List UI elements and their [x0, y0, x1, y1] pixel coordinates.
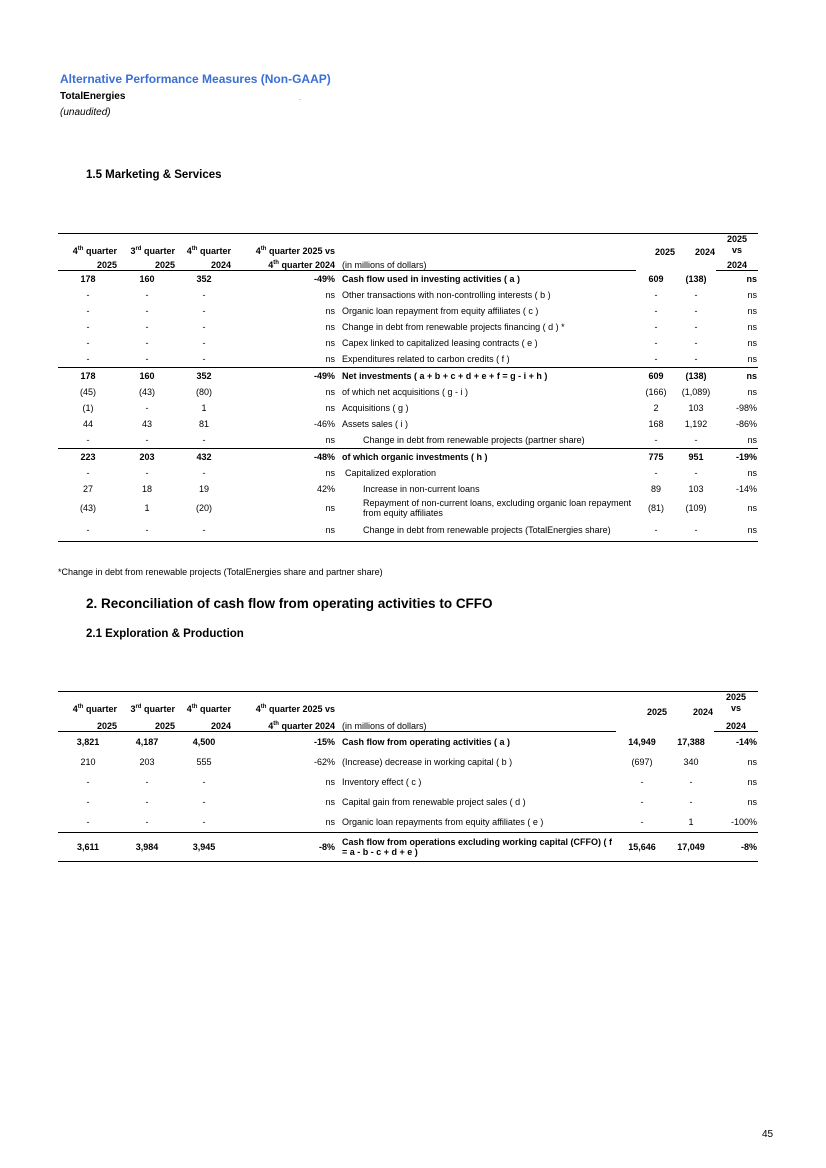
cell-y25: - [616, 812, 668, 833]
cell-chg: ns [325, 306, 335, 316]
cell-chg: ns [325, 338, 335, 348]
cell-q4-24: 81 [198, 419, 209, 429]
row-label: Inventory effect ( c ) [342, 777, 422, 787]
cell-q3-25: 203 [139, 757, 155, 767]
cell-q4-24: (20) [195, 503, 212, 513]
cell-y24: 1 [668, 812, 714, 833]
cell-q4-24: - [176, 812, 232, 833]
row-label: Change in debt from renewable projects (TotalEnergies share) [336, 519, 636, 542]
row-label: (Increase) decrease in working capital ( b ) [342, 757, 513, 767]
row-label: Capitalized exploration [345, 468, 437, 478]
cell-q4-24: 352 [196, 371, 212, 381]
cell-q4-24: - [202, 797, 206, 807]
row-label: of which net acquisitions ( g - i ) [342, 387, 469, 397]
cell-q3-25: - [145, 468, 149, 478]
cell-ychg: -8% [714, 833, 758, 862]
cell-q4-25: - [58, 351, 118, 368]
cell-y24: - [676, 432, 716, 449]
cell-q3-25: 4,187 [135, 737, 159, 747]
cell-q3-25: 203 [139, 452, 155, 462]
cell-y25: - [654, 306, 658, 316]
cell-ychg: ns [747, 777, 757, 787]
cell-y24: (138) [685, 371, 707, 381]
cell-y25: (697) [631, 757, 653, 767]
unaudited-note: (unaudited) [60, 107, 111, 118]
cell-y24: - [694, 468, 698, 478]
table-header-row: 4th quarter 3rd quarter 4th quarter 4th quarter 2025 vs 2025 2024 2025 vs [58, 692, 758, 715]
cell-ychg: ns [746, 371, 757, 381]
cell-y25: - [640, 797, 644, 807]
cell-chg: -15% [313, 737, 335, 747]
cell-q3-25: 18 [141, 484, 152, 494]
cell-q4-25: 27 [82, 484, 93, 494]
cell-q4-25: - [86, 338, 90, 348]
table-row [58, 319, 758, 335]
cell-ychg: ns [747, 338, 757, 348]
table-row [58, 772, 758, 792]
cell-q4-24: - [202, 290, 206, 300]
cell-y25: 609 [648, 371, 664, 381]
cell-q3-25: - [145, 797, 149, 807]
cell-q3-25: - [118, 812, 176, 833]
cell-q4-24: 555 [196, 757, 212, 767]
cell-ychg: ns [747, 387, 757, 397]
cell-q4-25: - [86, 322, 90, 332]
cell-y25: 2 [653, 403, 659, 413]
cell-y24: 17,388 [677, 736, 705, 747]
cell-q4-25: - [86, 777, 90, 787]
cell-y25: (166) [645, 387, 667, 397]
row-label: Repayment of non-current loans, excluding organic loan repayment from equity affiliates [363, 498, 632, 518]
cell-y24: 103 [688, 403, 704, 413]
cell-q4-25: - [58, 812, 118, 833]
cell-y24: 951 [688, 452, 704, 462]
table-row [58, 432, 758, 449]
cell-y25: 609 [648, 273, 664, 284]
row-label: Expenditures related to carbon credits ( f ) [336, 351, 636, 368]
cell-q4-25: - [86, 290, 90, 300]
table-row [58, 351, 758, 368]
cell-q4-24: - [176, 351, 232, 368]
cell-chg: ns [325, 777, 335, 787]
cell-y24: - [694, 306, 698, 316]
cell-q4-24: - [176, 519, 232, 542]
cell-chg: ns [325, 290, 335, 300]
cell-ychg: -100% [714, 812, 758, 833]
cell-y24: - [694, 322, 698, 332]
cell-ychg: ns [716, 432, 758, 449]
cell-ychg: ns [747, 322, 757, 332]
cell-y24: (109) [685, 503, 707, 513]
table-row [58, 465, 758, 481]
table-header-row-2: 2025 2025 2024 4th quarter 2024 (in millions of dollars) 2024 [58, 256, 758, 271]
stray-dot: . [299, 93, 302, 102]
row-label: Increase in non-current loans [363, 484, 480, 494]
cell-q4-24: 432 [196, 452, 212, 462]
table-row [58, 416, 758, 432]
cell-q4-25: - [86, 306, 90, 316]
section-heading-marketing-services: 1.5 Marketing & Services [86, 169, 222, 181]
table-row [58, 271, 758, 288]
table-row [58, 368, 758, 385]
cell-q4-25: - [58, 432, 118, 449]
cell-q4-25: 223 [80, 452, 96, 462]
footnote: *Change in debt from renewable projects (TotalEnergies share and partner share) [58, 567, 383, 577]
table-row [58, 833, 758, 862]
cell-q4-25: - [86, 797, 90, 807]
cell-ychg: ns [716, 351, 758, 368]
cell-q4-25: (43) [79, 503, 96, 513]
cell-ychg: -19% [735, 452, 757, 462]
row-label: Other transactions with non-controlling interests ( b ) [342, 290, 551, 300]
cell-q3-25: - [118, 432, 176, 449]
cell-chg: ns [325, 503, 335, 513]
cell-q4-24: 1 [201, 403, 207, 413]
table-row [58, 449, 758, 466]
cell-chg: 42% [316, 484, 335, 494]
row-label: Cash flow from operating activities ( a ) [342, 737, 511, 747]
page-number: 45 [762, 1129, 774, 1140]
document-title: Alternative Performance Measures (Non-GAAP) [60, 72, 331, 86]
cell-y25: 14,949 [628, 736, 656, 747]
table-row [58, 287, 758, 303]
cell-y25: - [636, 432, 676, 449]
row-label: Capex linked to capitalized leasing contracts ( e ) [342, 338, 538, 348]
cell-chg: -48% [313, 452, 335, 462]
cell-ychg: ns [747, 306, 757, 316]
cell-y24: 340 [683, 757, 699, 767]
cell-y24: - [689, 797, 693, 807]
cell-y24: - [694, 290, 698, 300]
section-heading-exploration-production: 2.1 Exploration & Production [86, 628, 244, 640]
table-row [58, 812, 758, 833]
cell-chg: -46% [313, 419, 335, 429]
company-name: TotalEnergies [60, 91, 126, 102]
cell-q3-25: 3,984 [118, 833, 176, 862]
cell-ychg: -14% [735, 484, 757, 494]
table-header-row: 4th quarter 3rd quarter 4th quarter 4th quarter 2025 vs 2025 2024 2025 vs [58, 234, 758, 257]
cell-chg: ns [325, 387, 335, 397]
cell-chg: ns [232, 812, 336, 833]
cell-q3-25: - [118, 519, 176, 542]
cell-q4-25: 178 [80, 274, 96, 284]
cell-y25: 168 [648, 419, 664, 429]
cell-ychg: ns [747, 797, 757, 807]
cell-y25: - [636, 519, 676, 542]
cell-chg: ns [232, 432, 336, 449]
cell-y25: - [640, 777, 644, 787]
table-header-row-2: 2025 2025 2024 4th quarter 2024 (in millions of dollars) 2024 [58, 714, 758, 732]
cell-q4-25: (1) [82, 403, 94, 413]
table-row [58, 384, 758, 400]
cell-ychg: ns [746, 274, 757, 284]
cell-q3-25: 1 [144, 503, 150, 513]
cell-q4-25: 210 [80, 757, 96, 767]
cell-y24: - [676, 519, 716, 542]
row-label: Cash flow used in investing activities ( a ) [342, 274, 521, 284]
cell-y24: (138) [685, 273, 707, 284]
cell-chg: ns [325, 403, 335, 413]
cell-ychg: ns [747, 757, 757, 767]
cell-y25: - [654, 468, 658, 478]
cell-q4-24: 352 [196, 274, 212, 284]
cell-y25: - [654, 322, 658, 332]
cell-y24: 17,049 [668, 833, 714, 862]
cell-y25: - [654, 290, 658, 300]
cell-q4-25: 178 [80, 371, 96, 381]
section-heading-reconciliation: 2. Reconciliation of cash flow from operating activities to CFFO [86, 596, 493, 611]
cell-q3-25: 43 [141, 419, 152, 429]
exploration-production-table [58, 691, 758, 862]
cell-y25: - [636, 351, 676, 368]
cell-ychg: ns [747, 503, 757, 513]
cell-q3-25: - [145, 403, 149, 413]
row-label: Change in debt from renewable projects (partner share) [336, 432, 636, 449]
cell-q4-24: - [176, 432, 232, 449]
cell-chg: -62% [313, 757, 335, 767]
cell-chg: ns [325, 322, 335, 332]
cell-y24: (1,089) [681, 387, 711, 397]
cell-q3-25: - [145, 777, 149, 787]
cell-chg: -8% [232, 833, 336, 862]
cell-q4-25: 3,611 [58, 833, 118, 862]
cell-q4-25: 3,821 [76, 737, 100, 747]
table-row [58, 303, 758, 319]
row-label: of which organic investments ( h ) [342, 452, 488, 462]
cell-y25: (81) [647, 503, 664, 513]
cell-chg: -49% [313, 371, 335, 381]
cell-q4-24: 19 [198, 484, 209, 494]
cell-q4-24: 4,500 [192, 737, 216, 747]
cell-q3-25: 160 [139, 371, 155, 381]
row-label: Assets sales ( i ) [342, 419, 409, 429]
cell-y24: - [689, 777, 693, 787]
row-label: Acquisitions ( g ) [342, 403, 409, 413]
cell-y24: - [676, 351, 716, 368]
table-row [58, 481, 758, 497]
cell-q3-25: - [145, 290, 149, 300]
cell-chg: ns [232, 351, 336, 368]
cell-chg: ns [325, 468, 335, 478]
table-row [58, 732, 758, 753]
cell-y25: - [654, 338, 658, 348]
cell-q3-25: - [118, 351, 176, 368]
cell-y24: - [694, 338, 698, 348]
cell-q3-25: (43) [138, 387, 155, 397]
cell-q4-24: - [202, 322, 206, 332]
cell-q4-24: - [202, 777, 206, 787]
row-label: Capital gain from renewable project sales ( d ) [342, 797, 526, 807]
row-label: Change in debt from renewable projects financing ( d ) * [342, 322, 565, 332]
marketing-services-table [58, 233, 758, 542]
table-row [58, 335, 758, 351]
cell-q4-25: - [58, 519, 118, 542]
row-label: Organic loan repayment from equity affiliates ( c ) [342, 306, 539, 316]
cell-q4-24: - [202, 306, 206, 316]
cell-q4-25: - [86, 468, 90, 478]
cell-chg: ns [325, 797, 335, 807]
cell-chg: ns [232, 519, 336, 542]
cell-ychg: ns [747, 468, 757, 478]
cell-ychg: ns [716, 519, 758, 542]
row-label: Cash flow from operations excluding working capital (CFFO) ( f = a - b - c + d + e ) [336, 833, 616, 862]
cell-y25: 775 [648, 452, 664, 462]
cell-q4-24: 3,945 [176, 833, 232, 862]
cell-y25: 89 [650, 484, 661, 494]
cell-q4-25: 44 [82, 419, 93, 429]
table-row [58, 752, 758, 772]
cell-q3-25: - [145, 322, 149, 332]
cell-q4-24: - [202, 338, 206, 348]
row-label: Organic loan repayments from equity affiliates ( e ) [336, 812, 616, 833]
table-row [58, 792, 758, 812]
cell-ychg: -14% [735, 737, 757, 747]
cell-ychg: -86% [735, 419, 757, 429]
table-row [58, 400, 758, 416]
cell-q4-24: (80) [195, 387, 212, 397]
cell-ychg: ns [747, 290, 757, 300]
cell-q3-25: - [145, 306, 149, 316]
row-label: Net investments ( a + b + c + d + e + f = g - i + h ) [342, 371, 548, 381]
cell-y24: 1,192 [684, 419, 708, 429]
cell-ychg: -98% [735, 403, 757, 413]
cell-q3-25: 160 [139, 274, 155, 284]
cell-q3-25: - [145, 338, 149, 348]
cell-y25: 15,646 [616, 833, 668, 862]
cell-q4-24: - [202, 468, 206, 478]
table-row [58, 519, 758, 542]
cell-chg: -49% [313, 274, 335, 284]
cell-q4-25: (45) [79, 387, 96, 397]
table-row [58, 497, 758, 519]
cell-y24: 103 [688, 484, 704, 494]
